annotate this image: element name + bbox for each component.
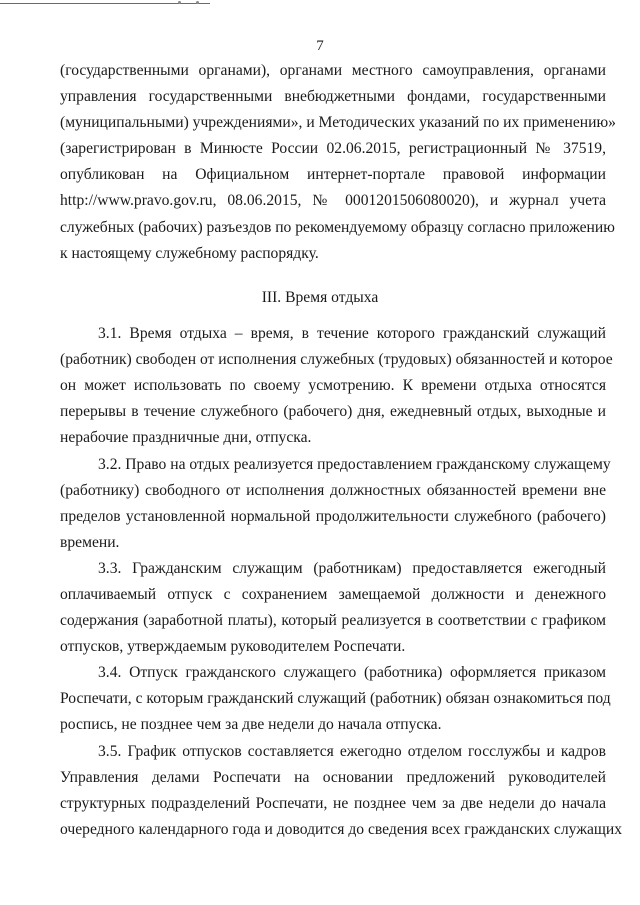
paragraph-3-1 <box>60 321 613 451</box>
text-line: структурных подразделений Роспечати, не позднее чем за две недели до начала <box>60 795 606 813</box>
text-line: (зарегистрирован в Минюсте России 02.06.2015, регистрационный № 37519, <box>60 140 606 158</box>
text-line: 3.1. Время отдыха – время, в течение которого гражданский служащий <box>98 325 606 342</box>
text-line: нерабочие праздничные дни, отпуска. <box>60 429 312 447</box>
text-line: управления государственными внебюджетными фондами, государственными <box>60 88 606 106</box>
text-line: к настоящему служебному распорядку. <box>60 244 319 262</box>
text-line: содержания (заработной платы), который реализуется в соответствии с графиком <box>60 612 606 630</box>
text-line: 3.5. График отпусков составляется ежегодно отделом госслужбы и кадров <box>98 743 606 760</box>
paragraph-3-3 <box>60 556 606 660</box>
text-line: 3.2. Право на отдых реализуется предоставлением гражданскому служащему <box>98 456 611 473</box>
section-heading: III. Время отдыха <box>261 289 379 306</box>
text-line: (работнику) свободного от исполнения должностных обязанностей времени вне <box>60 482 606 500</box>
page-number: 7 <box>316 38 324 54</box>
text-line: Управления делами Роспечати на основании предложений руководителей <box>60 769 606 787</box>
text-line: очередного календарного года и доводится до сведения всех гражданских служащих <box>60 821 623 839</box>
text-line: (муниципальными) учреждениями», и Методических указаний по их применению» <box>60 114 616 132</box>
text-line: оплачиваемый отпуск с сохранением замещаемой должности и денежного <box>60 586 606 604</box>
paragraph-3-2 <box>60 452 611 556</box>
text-line: роспись, не позднее чем за две недели до начала отпуска. <box>60 716 442 734</box>
text-line: он может использовать по своему усмотрению. К времени отдыха относятся <box>60 377 606 395</box>
text-line: служебных (рабочих) разъездов по рекомендуемому образцу согласно приложению <box>60 218 615 236</box>
text-line: перерывы в течение служебного (рабочего) дня, ежедневный отдых, выходные и <box>60 403 606 421</box>
text-line: опубликован на Официальном интернет-портале правовой информации <box>60 166 606 184</box>
text-line: (работник) свободен от исполнения служебных (трудовых) обязанностей и которое <box>60 351 613 369</box>
intro-paragraph <box>60 58 616 267</box>
text-line: http://www.pravo.gov.ru, 08.06.2015, № 0001201506080020), и журнал учета <box>60 192 606 210</box>
scan-artifact-dot <box>178 1 181 4</box>
paragraph-3-5 <box>60 739 623 843</box>
text-line: (государственными органами), органами местного самоуправления, органами <box>60 62 606 79</box>
text-line: пределов установленной нормальной продолжительности служебного (рабочего) <box>60 508 606 526</box>
text-line: 3.4. Отпуск гражданского служащего (работника) оформляется приказом <box>98 664 606 681</box>
text-line: 3.3. Гражданским служащим (работникам) предоставляется ежегодный <box>98 560 606 577</box>
scan-artifact-dot <box>196 1 199 4</box>
text-line: отпусков, утверждаемым руководителем Роспечати. <box>60 638 406 656</box>
text-line: времени. <box>60 534 120 552</box>
text-line: Роспечати, с которым гражданский служащий (работник) обязан ознакомиться под <box>60 690 611 708</box>
paragraph-3-4 <box>60 660 611 738</box>
